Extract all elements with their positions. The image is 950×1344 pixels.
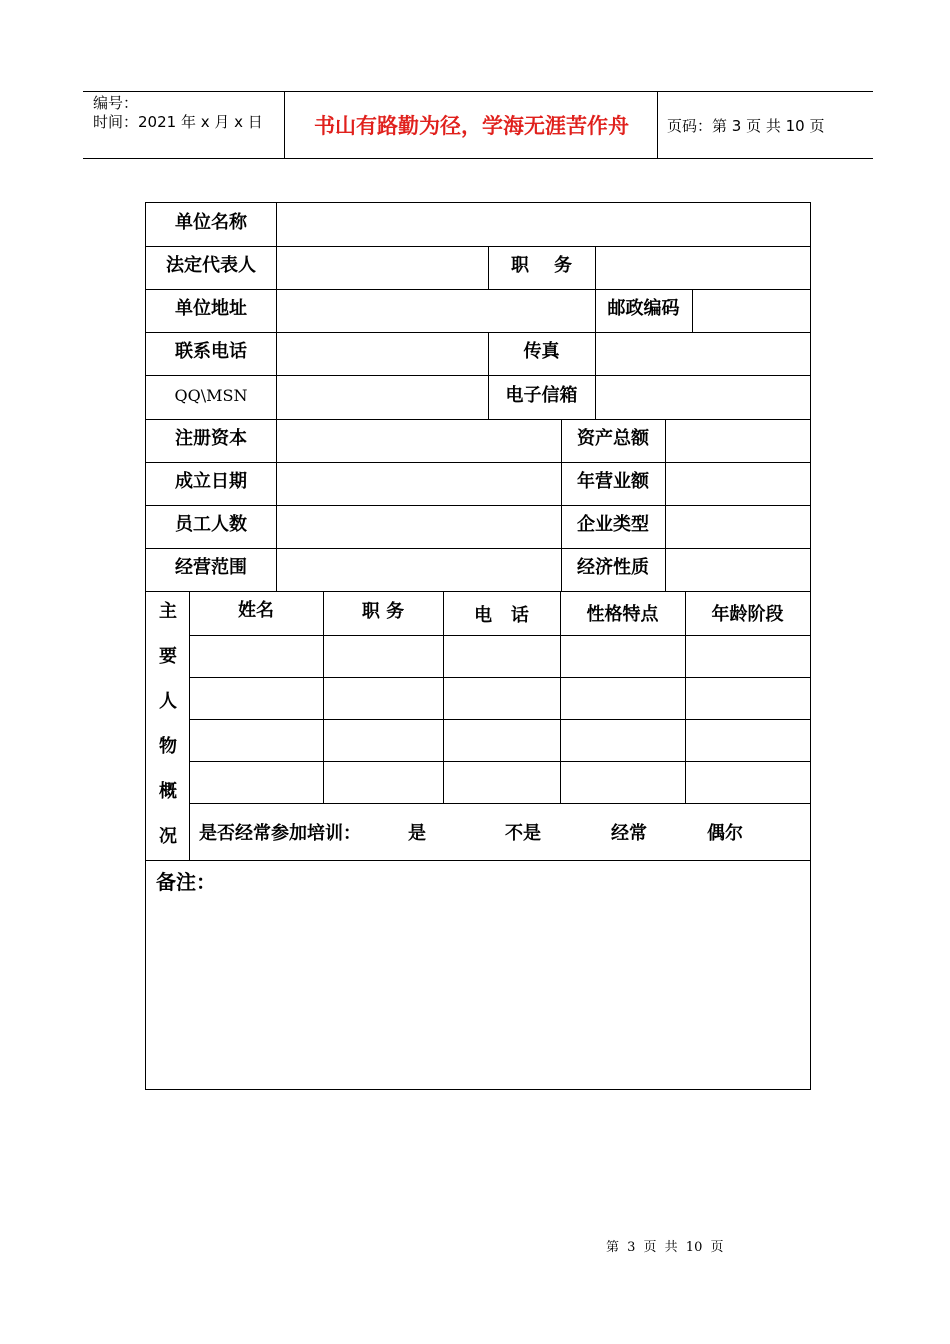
company-info-form xyxy=(145,202,811,1090)
position-label: 职 务 xyxy=(510,255,573,276)
row-line xyxy=(189,677,810,678)
legal-representative-label: 法定代表人 xyxy=(166,255,256,276)
col-line xyxy=(692,289,693,332)
training-option-no: 不是 xyxy=(505,823,541,844)
row-line xyxy=(146,289,810,290)
document-number-label: 编号： xyxy=(93,94,139,112)
col-line xyxy=(189,591,190,860)
company-type-label: 企业类型 xyxy=(577,514,649,535)
row-line xyxy=(146,332,810,333)
training-option-often: 经常 xyxy=(611,823,647,844)
qq-msn-label: QQ\MSN xyxy=(174,386,248,405)
key-people-label-char: 主 xyxy=(159,601,177,622)
unit-name-label: 单位名称 xyxy=(175,212,247,233)
email-label: 电子信箱 xyxy=(505,385,578,406)
people-header-personality: 性格特点 xyxy=(586,604,659,625)
header-bottom-rule xyxy=(83,158,873,159)
training-option-occasionally: 偶尔 xyxy=(707,823,743,844)
total-assets-label: 资产总额 xyxy=(577,428,649,449)
col-line xyxy=(595,246,596,289)
people-header-phone: 电 话 xyxy=(474,605,529,626)
employee-count-label: 员工人数 xyxy=(175,514,247,535)
row-line xyxy=(146,505,810,506)
document-date-label: 时间：2021 年 x 月 x 日 xyxy=(93,113,263,131)
annual-revenue-label: 年营业额 xyxy=(577,471,649,492)
remarks-label: 备注： xyxy=(156,870,216,894)
people-header-position: 职 务 xyxy=(361,601,405,622)
phone-label: 联系电话 xyxy=(175,341,247,362)
founded-date-label: 成立日期 xyxy=(175,471,247,492)
header-page-label: 页码：第 3 页 共 10 页 xyxy=(667,117,825,135)
key-people-label-char: 人 xyxy=(159,691,177,712)
people-header-age-range: 年龄阶段 xyxy=(711,604,784,625)
header-top-rule xyxy=(83,91,873,92)
training-question: 是否经常参加培训： xyxy=(199,823,361,844)
col-line xyxy=(595,332,596,419)
key-people-label-char: 要 xyxy=(159,646,177,667)
header-motto: 书山有路勤为径，学海无涯苦作舟 xyxy=(314,113,629,138)
key-people-label-char: 况 xyxy=(159,826,177,847)
unit-address-label: 单位地址 xyxy=(175,298,247,319)
fax-label: 传真 xyxy=(523,341,560,362)
row-line xyxy=(146,246,810,247)
people-header-name: 姓名 xyxy=(238,600,274,621)
key-people-label-char: 物 xyxy=(159,736,177,757)
row-line xyxy=(189,803,810,804)
registered-capital-label: 注册资本 xyxy=(175,428,247,449)
row-line xyxy=(146,860,810,861)
training-option-yes: 是 xyxy=(408,823,426,844)
row-line xyxy=(146,419,810,420)
postal-code-label: 邮政编码 xyxy=(607,298,680,319)
business-scope-label: 经营范围 xyxy=(175,557,247,578)
col-line xyxy=(276,203,277,591)
row-line xyxy=(146,375,810,376)
col-line xyxy=(665,419,666,591)
row-line xyxy=(189,635,810,636)
row-line xyxy=(189,719,810,720)
row-line xyxy=(146,462,810,463)
row-line xyxy=(146,548,810,549)
row-line xyxy=(189,761,810,762)
key-people-label-char: 概 xyxy=(159,781,177,802)
page-footer: 第 3 页 共 10 页 xyxy=(606,1240,724,1255)
economic-nature-label: 经济性质 xyxy=(577,557,649,578)
row-line xyxy=(146,591,810,592)
